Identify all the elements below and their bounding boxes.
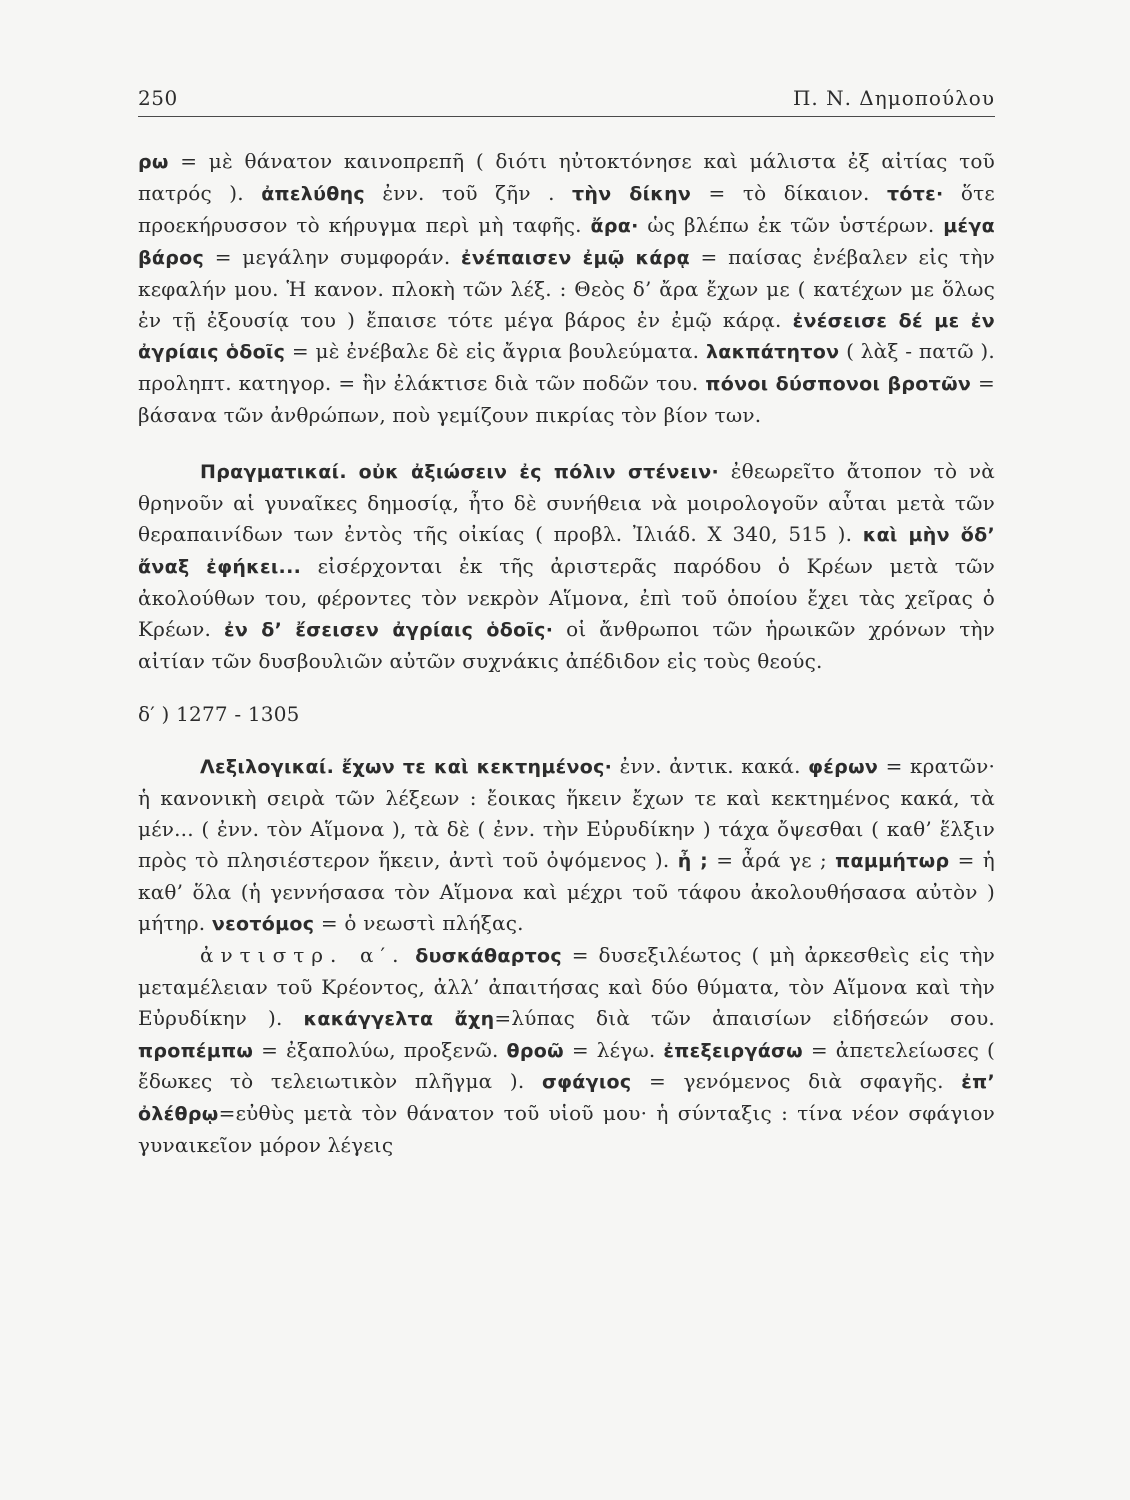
gloss: = μὲ ἐνέβαλε δὲ εἰς ἄγρια βουλεύματα. <box>285 339 706 364</box>
paragraph-pragmatikai <box>138 456 995 676</box>
lemma: ἔχων τε καὶ κεκτημένος· <box>341 756 613 779</box>
gloss: = παίσας ἐνέβαλεν εἰς τὴν κεφαλήν μου. Ἡ κανον. πλοκὴ τῶν λέξ. : Θεὸς δ’ ἄρα ἔχων με ( κατέχων με ὅλως ἐν τῇ ἐξουσίᾳ του ) ἔπαισε τότε μέγα βάρος ἐν ἐμῷ κάρᾳ. <box>138 244 995 332</box>
gloss: =εὐθὺς μετὰ τὸν θάνατον τοῦ υἱοῦ μου· ἡ σύνταξις : τίνα νέον σφάγιον γυναικεῖον μόρον λέγεις <box>138 1101 995 1158</box>
lemma: παμμήτωρ <box>835 850 950 873</box>
lemma: καὶ μὴν ὅδ’ ἄναξ ἐφήκει... <box>138 523 995 578</box>
lemma: κακάγγελτα ἄχη <box>303 1007 495 1030</box>
lemma: μέγα βάρος <box>138 214 995 269</box>
lemma: οὐκ ἀξιώσειν ἐς πόλιν στένειν· <box>358 461 719 484</box>
space <box>334 754 341 778</box>
gloss: ἐθεωρεῖτο ἄτοπον τὸ νὰ θρηνοῦν αἱ γυναῖκες δημοσίᾳ, ἦτο δὲ συνήθεια νὰ μοιρολογοῦν αὗται μετὰ τῶν θεραπαινίδων των ἐντὸς τῆς οἰκίας ( προβλ. Ἰλιάδ. Χ 340, 515 ). <box>138 459 995 546</box>
paragraph-lexilogikai <box>138 751 995 939</box>
lemma: ἀπελύθης <box>261 182 365 205</box>
gloss: = ἆρά γε ; <box>708 848 836 873</box>
lemma: πόνοι δύσπονοι βροτῶν <box>705 373 972 396</box>
section-label: Πραγματικαί. <box>200 461 347 484</box>
lemma: τὴν δίκην <box>572 182 692 205</box>
section-label: Λεξιλογικαί. <box>200 756 335 779</box>
gloss: = δυσεξιλέωτος ( μὴ ἀρκεσθεὶς εἰς τὴν μεταμέλειαν τοῦ Κρέοντος, ἀλλ’ ἀπαιτήσας καὶ δύο θύματα, τὸν Αἵμονα καὶ τὴν Εὐρυδίκην ). <box>138 942 995 1030</box>
section-heading: δ′ ) 1277 - 1305 <box>138 701 300 726</box>
lemma: φέρων <box>808 756 879 779</box>
running-head: Π. Ν. Δημοπούλου <box>792 86 995 110</box>
page-number: 250 <box>138 86 178 110</box>
gloss: = γενόμενος διὰ σφαγῆς. <box>631 1069 962 1094</box>
gloss: = ἡ καθ’ ὅλα (ἡ γεννήσασα τὸν Αἵμονα καὶ μέχρι τοῦ τάφου ἀκολουθήσασα αὐτὸν ) μήτηρ. <box>138 848 995 935</box>
lemma: ἐπεξειργάσω <box>663 1039 803 1062</box>
paragraph-commentary-1 <box>138 146 995 431</box>
gloss: ὅτε προεκήρυσσον τὸ κήρυγμα περὶ μὴ ταφῆς. <box>138 180 995 237</box>
page-body <box>138 146 995 1161</box>
gloss: = κρατῶν· ἡ κανονικὴ σειρὰ τῶν λέξεων : ἔοικας ἥκειν ἔχων τε καὶ κεκτημένος κακά, τὰ μέν... ( ἐνν. τὸν Αἵμονα ), τὰ δὲ ( ἐνν. τὴν Εὐρυδίκην ) τάχα ὄψεσθαι ( καθ’ ἕλξιν πρὸς τὸ πλησιέστερον ἥκειν, ἀντὶ τοῦ ὀψόμενος ). <box>138 754 996 873</box>
lemma: ρω <box>138 151 169 173</box>
paragraph-antistrophe <box>138 940 995 1161</box>
gloss: εἰσέρχονται ἐκ τῆς ἀριστερᾶς παρόδου ὁ Κρέων μετὰ τῶν ἀκολούθων του, φέροντες τὸν νεκρὸν Αἵμονα, ἐπὶ τοῦ ὁποίου ἔχει τὰς χεῖρας ὁ Κρέων. <box>138 553 995 641</box>
lemma: δυσκάθαρτος <box>415 944 562 967</box>
lemma: σφάγιος <box>542 1071 632 1094</box>
gloss: = βάσανα τῶν ἀνθρώπων, ποὺ γεμίζουν πικρίας τὸν βίον των. <box>138 371 995 428</box>
lemma: λακπάτητον <box>705 341 840 364</box>
gloss: = ἀπετελείωσες ( ἔδωκες τὸ τελειωτικὸν πλῆγμα ). <box>138 1037 996 1094</box>
gloss: = ὁ νεωστὶ πλήξας. <box>314 910 524 935</box>
gloss: ( λὰξ - πατῶ ). προληπτ. κατηγορ. = ἣν ἐλάκτισε διὰ τῶν ποδῶν του. <box>138 339 995 396</box>
page-header <box>138 86 995 117</box>
gloss: = λέγω. <box>563 1037 664 1062</box>
space <box>405 943 415 967</box>
gloss: = τὸ δίκαιον. <box>691 180 887 205</box>
lemma: νεοτόμος <box>211 912 315 935</box>
gloss: ὡς βλέπω ἐκ τῶν ὑστέρων. <box>638 212 944 237</box>
lemma: ἐνέσεισε δέ με ἐν ἀγρίαις ὁδοῖς <box>138 309 995 364</box>
lemma: τότε· <box>886 182 944 205</box>
lemma: ἐν δ’ ἔσεισεν ἀγρίαις ὁδοῖς· <box>223 618 554 641</box>
gloss: =λύπας διὰ τῶν ἀπαισίων εἰδήσεών σου. <box>494 1005 995 1030</box>
verse-label: ἀντιστρ. α′. <box>200 942 406 967</box>
lemma: ἄρα· <box>590 214 639 237</box>
lemma: θροῶ <box>506 1039 564 1062</box>
lemma: ἐνέπαισεν ἐμῷ κάρᾳ <box>461 246 690 269</box>
gloss: ἐνν. ἀντικ. κακά. <box>612 754 809 779</box>
lemma: ἐπ’ ὀλέθρῳ <box>138 1071 995 1126</box>
lemma: ἦ ; <box>677 850 709 873</box>
gloss: = ἐξαπολύω, προξενῶ. <box>253 1037 507 1062</box>
gloss: = μὲ θάνατον καινοπρεπῆ ( διότι ηὐτοκτόνησε καὶ μάλιστα ἐξ αἰτίας τοῦ πατρός ). <box>138 149 995 205</box>
lemma: προπέμπω <box>138 1039 254 1062</box>
gloss: = μεγάλην συμφοράν. <box>204 244 461 269</box>
gloss: οἱ ἄνθρωποι τῶν ἡρωικῶν χρόνων τὴν αἰτίαν τῶν δυσβουλιῶν αὐτῶν συχνάκις ἀπέδιδον εἰς τοὺς θεούς. <box>138 616 995 673</box>
gloss: ἐνν. τοῦ ζῆν . <box>364 180 572 205</box>
space <box>347 459 359 483</box>
